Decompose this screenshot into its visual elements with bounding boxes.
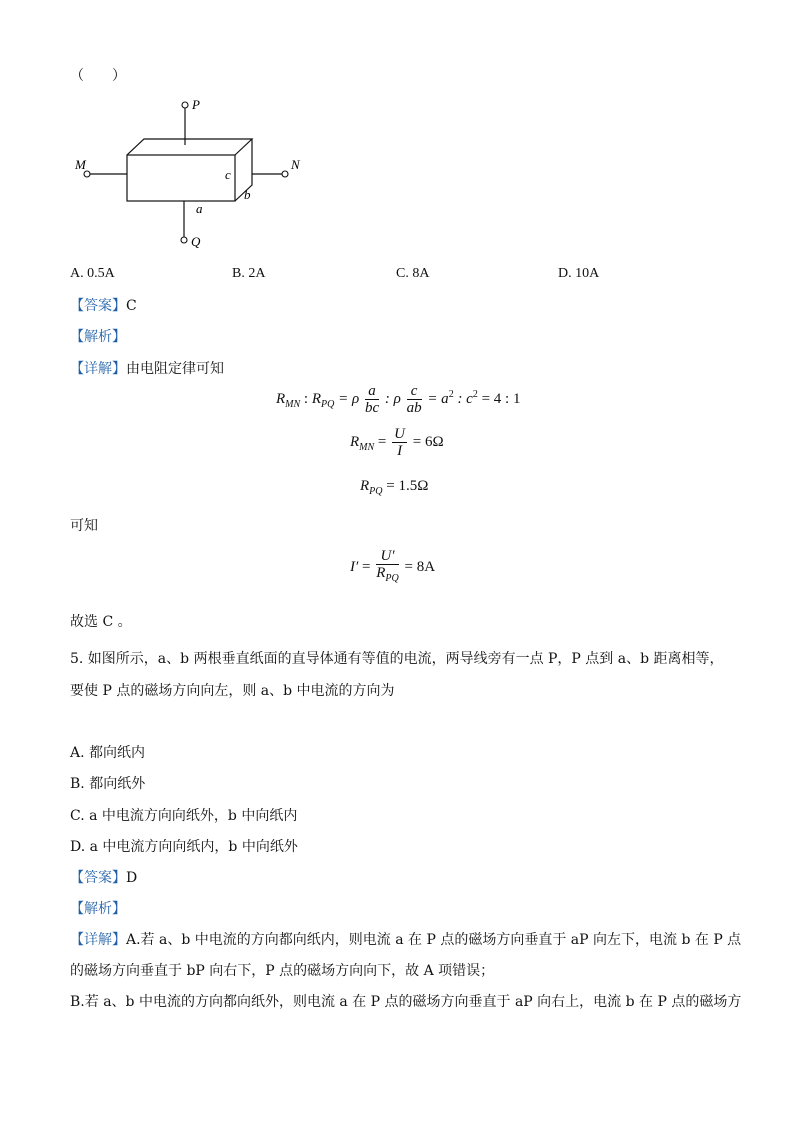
detail-line-q5-2: 的磁场方向垂直于 bP 向右下，P 点的磁场方向向下，故 A 项错误；: [70, 963, 495, 979]
label-m: M: [75, 157, 86, 172]
detail-line-q5-1: [70, 930, 741, 950]
option-a: A. 0.5A: [70, 266, 115, 281]
option-b: B. 2A: [232, 266, 266, 281]
detail-line-q4: [70, 359, 224, 379]
analysis-line-q4: [70, 327, 126, 347]
answer-value: D: [126, 870, 138, 886]
detail-text: A.若 a、b 中电流的方向都向纸内，则电流 a 在 P 点的磁场方向垂直于 aP 向左下，电流 b 在 P 点: [126, 932, 742, 948]
q5-option-a: A. 都向纸内: [70, 745, 146, 761]
label-q: Q: [191, 234, 201, 249]
conclusion-q4: 故选 C 。: [70, 614, 132, 630]
terminal-q: [181, 237, 187, 243]
analysis-tag: 【解析】: [70, 901, 126, 917]
detail-text: 由电阻定律可知: [126, 361, 224, 377]
label-c: c: [225, 167, 231, 182]
label-n: N: [291, 157, 300, 172]
equation-rpq: $R_{PQ} = 1.5\Omega$: [360, 478, 429, 497]
q5-option-c: C. a 中电流方向向纸外，b 中向纸内: [70, 808, 298, 824]
label-a: a: [196, 201, 203, 216]
kezhi-text: 可知: [70, 518, 98, 534]
detail-tag: 【详解】: [70, 932, 126, 948]
q5-stem-line1: 5. 如图所示，a、b 两根垂直纸面的直导体通有等值的电流，两导线旁有一点 P，P 点到 a、b 距离相等，: [70, 651, 724, 667]
option-d: D. 10A: [558, 266, 600, 281]
resistor-block-figure: [70, 95, 310, 255]
equation-current: I′ = $\frac{U'}{R_{PQ}}$ = 8A: [350, 548, 436, 584]
option-c: C. 8A: [396, 266, 430, 281]
analysis-line-q5: [70, 899, 126, 919]
terminal-p: [182, 102, 188, 108]
answer-value: C: [126, 298, 137, 314]
terminal-n: [282, 171, 288, 177]
label-p: P: [192, 97, 200, 112]
block-front-face: [127, 155, 235, 201]
q5-option-d: D. a 中电流方向向纸内，b 中向纸外: [70, 839, 298, 855]
detail-line-q5-3: B.若 a、b 中电流的方向都向纸外，则电流 a 在 P 点的磁场方向垂直于 aP 向右上，电流 b 在 P 点的磁场方: [70, 994, 742, 1010]
analysis-tag: 【解析】: [70, 329, 126, 345]
q5-stem-line2: 要使 P 点的磁场方向向左，则 a、b 中电流的方向为: [70, 683, 395, 699]
answer-paren: （ ）: [70, 68, 126, 84]
answer-tag: 【答案】: [70, 870, 126, 886]
block-top-face: [127, 139, 252, 155]
answer-tag: 【答案】: [70, 298, 126, 314]
detail-tag: 【详解】: [70, 361, 126, 377]
answer-line-q4: [70, 296, 137, 316]
answer-line-q5: [70, 868, 137, 888]
q5-option-b: B. 都向纸外: [70, 776, 146, 792]
equation-resistance-ratio: $R_{MN}$ : $R_{PQ} = \rho$ $\frac{a}{bc}$ : ρ $\frac{c}{ab}$ = $a^2$ : $c^2 = 4$ : 1: [276, 383, 521, 416]
equation-rmn: $R_{MN}$ = $\frac{U}{I}$ = 6Ω: [350, 426, 444, 459]
label-b: b: [244, 187, 251, 202]
